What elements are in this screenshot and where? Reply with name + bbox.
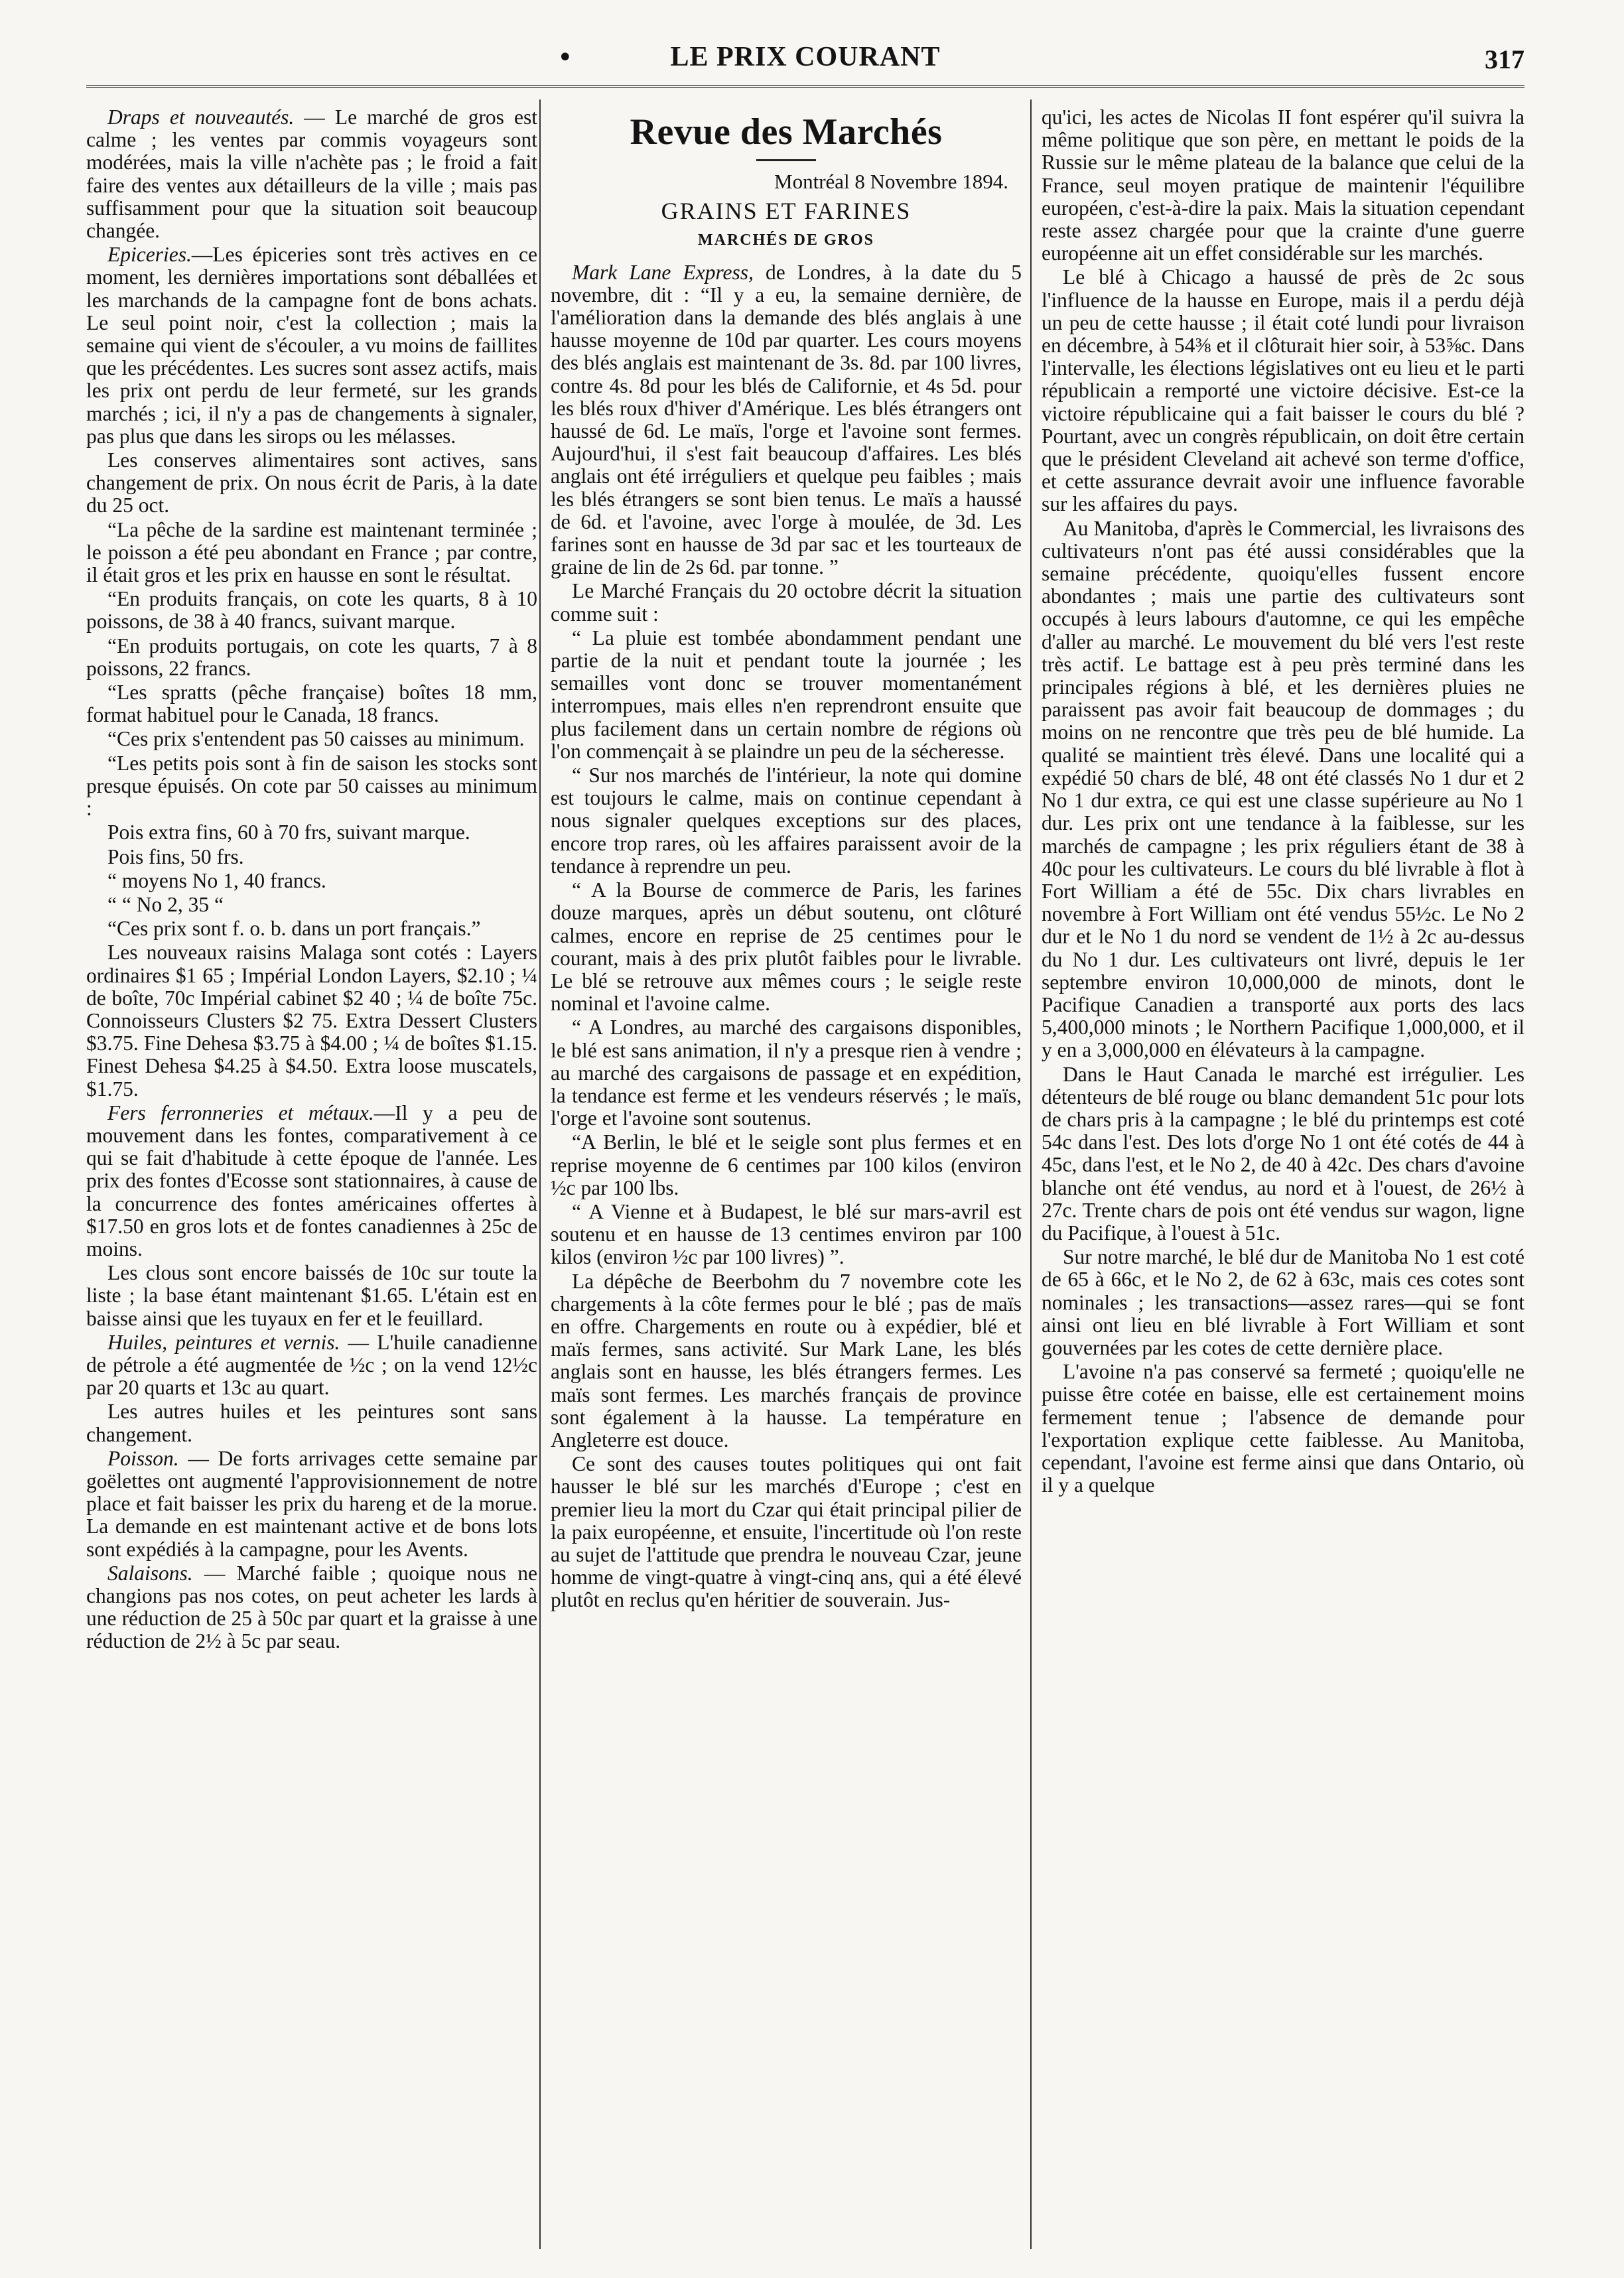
paragraph <box>86 1331 537 1400</box>
heading-rule <box>756 159 816 161</box>
paragraph <box>1042 1246 1524 1359</box>
subsection-heading: MARCHÉS DE GROS <box>697 232 875 249</box>
paragraph-text: “En produits portugais, on cote les quarts, 7 à 8 poissons, 22 francs. <box>86 634 537 680</box>
section-heading: GRAINS ET FARINES <box>661 198 912 225</box>
paragraph <box>86 752 537 821</box>
paragraph-text: “Ces prix sont f. o. b. dans un port français.” <box>107 917 481 941</box>
header-dot: • <box>557 42 573 73</box>
paragraph <box>86 106 537 242</box>
paragraph-text: Le Marché Français du 20 octobre décrit la situation comme suit : <box>551 579 1022 626</box>
paragraph <box>86 728 537 750</box>
page-header <box>86 38 1524 85</box>
paragraph-text: Pois fins, 50 frs. <box>107 844 244 868</box>
page-number: 317 <box>1485 44 1524 74</box>
header-rule <box>86 85 1524 88</box>
paragraph <box>551 764 1022 878</box>
paragraph <box>1042 517 1524 1062</box>
paragraph-text: —Les épiceries sont très actives en ce moment, les dernières importations sont déballées et les marchands de la campagne font de bons achats. Le seul point noir, c'est la collection ; mais la semaine qui vient de s'écouler, a vu moins de faillites que les précédentes. Les sucres sont assez actifs, mais les prix ont perdu de leur fermeté, sur les grands marchés ; ici, il n'y a pas de changements à signaler, pas plus que dans les sirops ou les mélasses. <box>86 243 537 448</box>
paragraph <box>86 635 537 680</box>
paragraph-text: — L'huile canadienne de pétrole a été augmentée de ½c ; on la vend 12½c par 20 quarts et 13c au quart. <box>86 1330 537 1400</box>
paragraph <box>551 1453 1022 1611</box>
paragraph-text: de Londres, à la date du 5 novembre, dit : “Il y a eu, la semaine dernière, de l'amélioration dans la demande des blés anglais à une hausse moyenne de 10d par quarter. Les cours moyens des blés anglais est maintenant de 3s. 8d. par 100 livres, contre 4s. 8d pour les blés de Californie, et 4s 5d. pour les blés roux d'hiver d'Amérique. Les blés étrangers ont haussé de 6d. Le maïs, l'orge et l'avoine sont fermes. Aujourd'hui, il s'est fait beaucoup d'affaires. Les blés anglais ont été irréguliers et quelque peu faibles ; mais les blés étrangers se sont bien tenus. Le maïs a haussé de 6d. et l'avoine, avec l'orge à moulée, de 3d. Les farines sont en hausse de 3d par sac et les tourteaux de graine de lin de 2s 6d. par tonne. ” <box>551 260 1022 579</box>
paragraph-text: “ La pluie est tombée abondamment pendant une partie de la nuit et pendant toute la journée ; les semailles vont donc se trouver momentanément interrompues, mais elles n'en reprendront ensuite que plus facilement dans un certain nombre de régions où l'on commençait à se plaindre un peu de la sécheresse. <box>551 626 1022 763</box>
paragraph <box>86 1447 537 1561</box>
paragraph <box>86 821 537 844</box>
paragraph-text: Ce sont des causes toutes politiques qui ont fait hausser le blé sur les marchés d'Europe ; c'est en premier lieu la mort du Czar qui était principal pilier de la paix européenne, et ensuite, l'incertitude où l'on reste au sujet de l'attitude que prendra le nouveau Czar, jeune homme de vingt-quatre à vingt-cinq ans, qui a été élevé plutôt en reclus qu'en héritier de souverain. Jus- <box>551 1452 1022 1612</box>
paragraph-text: — Marché faible ; quoique nous ne changions pas nos cotes, on peut acheter les lards à une réduction de 25 à 50c par quart et la graisse à une réduction de 2½ à 5c par seau. <box>86 1561 537 1653</box>
paragraph-text: “ Sur nos marchés de l'intérieur, la note qui domine est toujours le calme, mais on continue cependant à nous signaler quelques exceptions sur des places, encore trop rares, où les affaires paraissent avoir de la tendance à reprendre un peu. <box>551 764 1022 878</box>
paragraph <box>551 1131 1022 1199</box>
paragraph <box>86 588 537 633</box>
paragraph-text: “Ces prix s'entendent pas 50 caisses au minimum. <box>107 727 525 751</box>
paragraph-text: “A Berlin, le blé et le seigle sont plus fermes et en reprise moyenne de 6 centimes par 100 kilos (environ ½c par 100 lbs. <box>551 1130 1022 1199</box>
paragraph-text: — De forts arrivages cette semaine par goëlettes ont augmenté l'approvisionnement de notre place et fait baisser les prix du hareng et de la morue. La demande en est maintenant active et de bons lots sont expédiés à la campagne, pour les Avents. <box>86 1446 537 1561</box>
paragraph <box>86 941 537 1100</box>
paragraph <box>551 627 1022 763</box>
paragraph-text: “ A Vienne et à Budapest, le blé sur mars-avril est soutenu et en hausse de 13 centimes environ par 100 kilos (environ ½c par 100 livres) ”. <box>551 1199 1022 1269</box>
paragraph <box>1042 1063 1524 1245</box>
column-left <box>86 106 537 2242</box>
paragraph <box>551 1016 1022 1130</box>
paragraph-text: Au Manitoba, d'après le Commercial, les livraisons des cultivateurs n'ont pas été aussi considérables que la semaine précédente, quoiqu'elles fussent encore abondantes ; mais une partie des cultivateurs sont occupés à leurs labours d'automne, ce qui les empêche d'aller au marché. Le mouvement du blé vers l'est reste très actif. Le battage est à peu près terminé dans les principales régions à blé, et les dernières pluies ne paraissent pas avoir fait beaucoup de dommages ; du moins on ne rencontre que très peu de blé humide. La qualité se maintient très élevé. Dans une localité qui a expédié 50 chars de blé, 48 ont été classés No 1 dur et 2 No 1 dur extra, ce qui est une classe supérieure au No 1 dur. Les prix ont une tendance à la faiblesse, sur les marchés de campagne ; les prix réguliers étant de 38 à 40c pour les cultivateurs. Le cours du blé livrable à flot à Fort William a été de 55c. Dix chars livrables en novembre à Fort William ont été vendus 55½c. Le No 2 dur et le No 1 du nord se vendent de 1½ à 2c au-dessus du No 1 dur. Les cultivateurs ont livré, depuis le 1er septembre environ 10,000,000 de minots, dont le Pacifique Canadien a transporté aux ports des lacs 5,400,000 minots ; le Northern Pacifique 1,000,000, et il y en a 3,000,000 en élévateurs à la campagne. <box>1042 516 1524 1062</box>
paragraph-text: Les nouveaux raisins Malaga sont cotés : Layers ordinaires $1 65 ; Impérial London Layers, $2.10 ; ¼ de boîte, 70c Impérial cabinet $2 40 ; ¼ de boîte 75c. Connoisseurs Clusters $2 75. Extra Dessert Clusters $3.75. Fine Dehesa $3.75 à $4.00 ; ¼ de boîtes $1.15. Finest Dehesa $4.25 à $4.50. Extra loose muscatels, $1.75. <box>86 941 537 1101</box>
paragraph-lead: Salaisons. <box>107 1561 193 1585</box>
paragraph-text: “Les petits pois sont à fin de saison les stocks sont presque épuisés. On cote par 50 caisses au minimum : <box>86 751 537 821</box>
paragraph-text: —Il y a peu de mouvement dans les fontes, comparativement à ce qui se fait d'habitude à cette époque de l'année. Les prix des fontes d'Ecosse sont stationnaires, à cause de la concurrence des fontes américaines offertes à $17.50 en gros lots et de fontes canadiennes à 25c de moins. <box>86 1101 537 1260</box>
paragraph <box>1042 106 1524 265</box>
column-right <box>1042 106 1524 2242</box>
column-middle <box>551 106 1022 2242</box>
paragraph-text: Sur notre marché, le blé dur de Manitoba No 1 est coté de 65 à 66c, et le No 2, de 62 à 63c, mais ces cotes sont nominales ; les transactions—assez rares—qui se font ainsi ont lieu en blé livrable à Fort William et sont gouvernées par les cotes de cette dernière place. <box>1042 1245 1524 1359</box>
column-separator <box>539 100 541 2249</box>
paragraph-text: Le blé à Chicago a haussé de près de 2c sous l'influence de la hausse en Europe, mais il a perdu déjà un peu de cette hausse ; il était coté lundi pour livraison en décembre, à 54⅜ et il clôturait hier soir, à 53⅝c. Dans l'intervalle, les élections législatives ont eu lieu et le parti républicain a remporté une victoire décisive. Est-ce la victoire républicaine qui a fait baisser le cours du blé ? Pourtant, avec un congrès républicain, on doit être certain que le président Cleveland ait achevé son terme d'office, et cette assurance devrait avoir une influence favorable sur les affaires du pays. <box>1042 265 1524 516</box>
paragraph-text: “ “ No 2, 35 “ <box>107 892 224 916</box>
paragraph <box>86 1562 537 1653</box>
paragraph-text: Dans le Haut Canada le marché est irrégulier. Les détenteurs de blé rouge ou blanc demandent 51c pour lots de chars pris à la campagne ; le blé du printemps est coté 54c dans l'est. Des lots d'orge No 1 ont été cotés de 44 à 45c, dans l'est, et le No 2, de 40 à 42c. Des chars d'avoine blanche ont été vendus, au nord et à l'ouest, de 26½ à 27c. Trente chars de pois ont été vendus sur wagon, ligne du Pacifique, à l'ouest à 51c. <box>1042 1062 1524 1244</box>
paragraph-text: “ A la Bourse de commerce de Paris, les farines douze marques, après un début soutenu, ont clôturé calmes, encore en reprise de 25 centimes pour le courant, mais à des prix plutôt faibles pour le livrable. Le blé se retrouve aux mêmes cours ; le seigle reste nominal et l'avoine calme. <box>551 878 1022 1016</box>
paragraph-lead: Fers ferronneries et métaux. <box>107 1101 374 1124</box>
paragraph-text: Les clous sont encore baissés de 10c sur toute la liste ; la base étant maintenant $1.65. L'étain est en baisse ainsi que les tuyaux en fer et le feuillard. <box>86 1261 537 1330</box>
paragraph-text: Les autres huiles et les peintures sont sans changement. <box>86 1400 537 1446</box>
paragraph-text: “ A Londres, au marché des cargaisons disponibles, le blé est sans animation, il n'y a presque rien à vendre ; au marché des cargaisons de passage et en expédition, la tendance est ferme et les vendeurs réservés ; le maïs, l'orge et l'avoine sont soutenus. <box>551 1016 1022 1130</box>
paragraph <box>86 870 537 892</box>
paragraph-text: Les conserves alimentaires sont actives, sans changement de prix. On nous écrit de Paris, à la date du 25 oct. <box>86 448 537 517</box>
paragraph-lead: Huiles, peintures et vernis. <box>107 1330 340 1354</box>
paragraph <box>86 917 537 940</box>
paragraph <box>551 1201 1022 1269</box>
paragraph-lead: Mark Lane Express, <box>572 260 754 284</box>
journal-title: LE PRIX COURANT <box>670 42 941 72</box>
article-heading: Revue des Marchés <box>630 111 943 153</box>
paragraph-lead: Draps et nouveautés. <box>107 106 295 129</box>
paragraph-text: “ moyens No 1, 40 francs. <box>107 868 326 892</box>
paragraph-text: “Les spratts (pêche française) boîtes 18 mm, format habituel pour le Canada, 18 francs. <box>86 681 537 727</box>
paragraph <box>86 894 537 916</box>
paragraph <box>551 580 1022 625</box>
paragraph <box>86 1102 537 1260</box>
paragraph <box>86 681 537 726</box>
paragraph-text: La dépêche de Beerbohm du 7 novembre cote les chargements à la côte fermes pour le blé ; pas de maïs en offre. Chargements en route ou à expédier, blé et maïs fermes, sans activité. Sur Mark Lane, les blés anglais sont en hausse, les blés étrangers fermes. Les maïs sont fermes. Les marchés français de province sont également à la hausse. La température en Angleterre est douce. <box>551 1269 1022 1451</box>
paragraph <box>86 519 537 587</box>
column-middle-body <box>551 261 1022 1612</box>
paragraph-lead: Poisson. <box>107 1446 179 1470</box>
paragraph-lead: Epiceries. <box>107 243 192 267</box>
paragraph-text: “En produits français, on cote les quarts, 8 à 10 poissons, de 38 à 40 francs, suivant marque. <box>86 587 537 634</box>
paragraph <box>86 1400 537 1445</box>
paragraph-text: — Le marché de gros est calme ; les ventes par commis voyageurs sont modérées, mais la ville n'achète pas ; le froid a fait faire des ventes aux détailleurs de la ville ; mais pas suffisamment pour que la situation soit beaucoup changée. <box>86 106 537 243</box>
paragraph <box>551 261 1022 579</box>
paragraph <box>551 879 1022 1015</box>
paragraph <box>86 1262 537 1330</box>
paragraph <box>1042 266 1524 515</box>
paragraph <box>551 1270 1022 1452</box>
paragraph-text: L'avoine n'a pas conservé sa fermeté ; quoiqu'elle ne puisse être cotée en baisse, elle est certainement moins fermement tenue ; l'absence de demande pour l'exportation explique cette faiblesse. Au Manitoba, cependant, l'avoine est ferme ainsi que dans Ontario, où il y a quelque <box>1042 1360 1524 1497</box>
paragraph-text: “La pêche de la sardine est maintenant terminée ; le poisson a été peu abondant en France ; par contre, il était gros et les prix en hausse en sont le résultat. <box>86 517 537 587</box>
paragraph <box>86 846 537 868</box>
column-separator <box>1030 100 1032 2249</box>
paragraph <box>86 449 537 517</box>
dateline: Montréal 8 Novembre 1894. <box>774 170 1008 193</box>
paragraph-text: qu'ici, les actes de Nicolas II font espérer qu'il suivra la même politique que son père, en mettant le poids de la Russie sur le même plateau de la balance que celui de la France, seul moyen pratique de maintenir l'équilibre européen, c'est-à-dire la paix. Mais la situation cependant reste assez chargée pour que la crainte d'une guerre européenne ait un effet considérable sur les marchés. <box>1042 106 1524 265</box>
paragraph <box>1042 1361 1524 1497</box>
paragraph <box>86 243 537 448</box>
paragraph-text: Pois extra fins, 60 à 70 frs, suivant marque. <box>107 821 470 844</box>
